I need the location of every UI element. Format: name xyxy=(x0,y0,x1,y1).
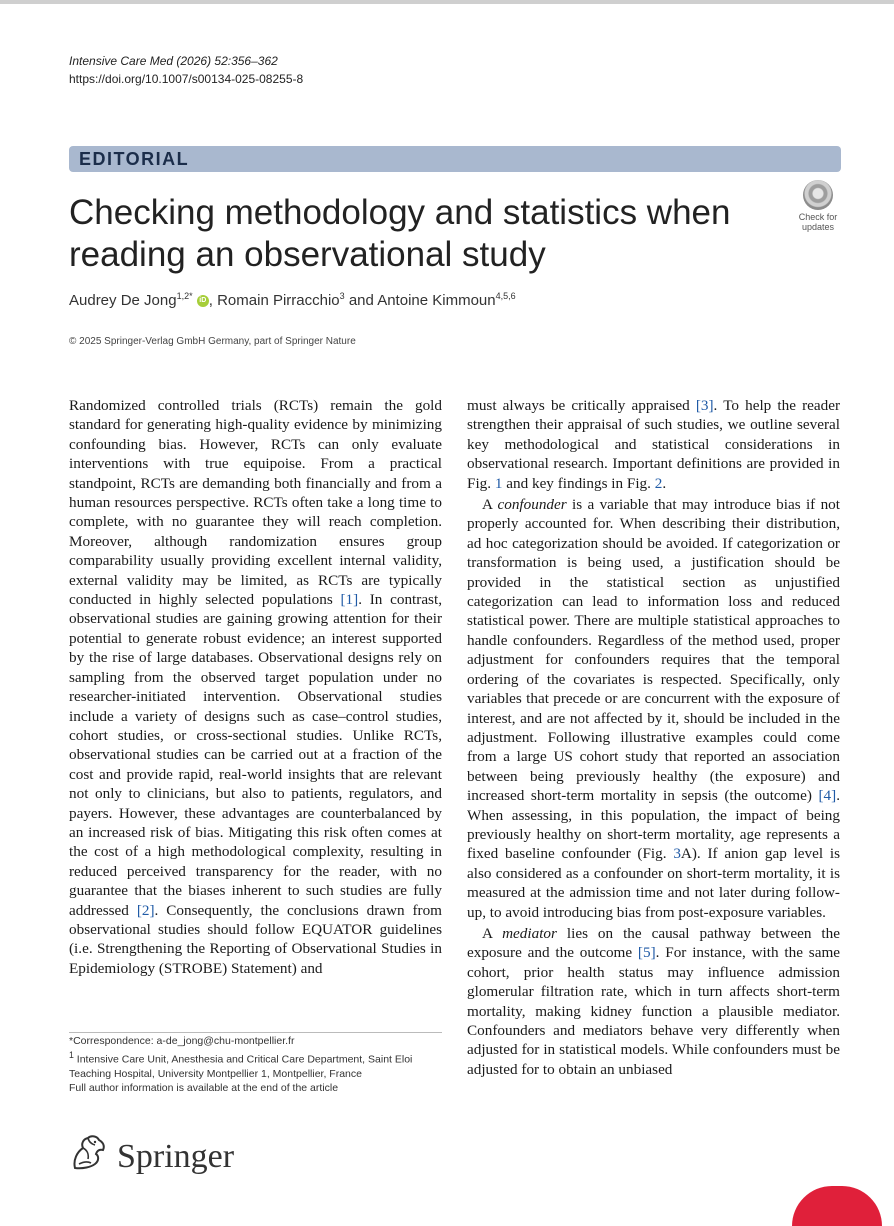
figure-link[interactable]: 2 xyxy=(654,474,663,492)
citation-link[interactable]: [5] xyxy=(637,944,656,962)
affiliation-note: $^1$ Intensive Care Unit, Anesthesia and Critical Care Department, Saint Eloi Teaching Hospital, University Montpellier 1, Montpellier, France xyxy=(69,1050,413,1080)
affiliation-marker: 4,5,6 xyxy=(495,291,516,301)
body-paragraph: A confounder is a variable that may introduce bias if not properly accounted for. When describing their distribution, ad hoc categorization should be avoided. If categorization or transformation is being used, a justification should be provided in the statistical section as unjustified categorization can lead to information loss and reduced statistical power. There are multiple statistical approaches to handle confounders. Regardless of the method used, proper adjustment for confounders requires that the temporal ordering of the covariates is respected. Specifically, only variables that precede or are concurrent with the exposure of interest, and are not affected by it, should be included in the adjustment. Following illustrative examples could come from a large US cohort study that reported an association between being previously healthy (the exposure) and increased short-term mortality in sepsis (the outcome) [4]. When assessing, in this population, the impact of being previously healthy on short-term mortality, age represents a fixed baseline confounder (Fig. 3A). If anion gap level is also considered as a confounder on short-term mortality, it is measured at the admission time and not later during follow-up, to avoid introducing bias from post-exposure variables. xyxy=(467,496,840,921)
check-for-updates-label: Check for updates xyxy=(798,212,838,232)
footnotes xyxy=(69,1034,442,1095)
body-paragraph: A mediator lies on the causal pathway between the exposure and the outcome [5]. For instance, with the same cohort, prior health status may influence admission glomerular filtration rate, which in turn affects short-term mortality, making kidney function a plausible mediator. Confounders and mediators behave very differently when adjusted for in statistical models. While confounders must be adjusted for to obtain an unbiased xyxy=(467,924,840,1078)
author-name[interactable]: , Romain Pirracchio xyxy=(208,292,340,309)
affiliation-marker: 1,2* xyxy=(176,291,193,301)
article-title: Checking methodology and statistics when reading an observational study xyxy=(69,193,731,274)
author-info-note: Full author information is available at the end of the article xyxy=(69,1081,339,1094)
term-emphasis: confounder xyxy=(497,496,567,514)
section-banner xyxy=(69,146,841,172)
orcid-icon[interactable]: iD xyxy=(197,295,209,307)
citation-link[interactable]: [3] xyxy=(695,397,714,414)
body-paragraph: Randomized controlled trials (RCTs) remain the gold standard for generating high-quality evidence by minimizing confounding bias. However, RCTs can only evaluate interventions with true equipoise. From a practical standpoint, RCTs are demanding both financially and from a human resources perspective. RCTs often take a long time to complete, with no guarantee they will reach completion. Moreover, although randomization ensures group comparability usually providing excellent internal validity, external validity may be limited, as RCTs are typically conducted in highly selected populations [1]. In contrast, observational studies are gaining growing attention for their potential to generate robust evidence; an interest supported by the rise of large databases. Observational designs rely on sampling from the observed target population under no researcher-initiated intervention. Observational studies include a variety of designs such as case–control studies, cohort studies, or cross-sectional studies. Unlike RCTs, observational studies can be carried out at a fraction of the cost and provide rapid, real-world insights that are relevant not only to clinicians, but also to patients, regulators, and payers. However, these advantages are counterbalanced by an increased risk of bias. Mitigating this risk often comes at the cost of a high methodological complexity, resulting in reduced perceived transparency for the reader, with no guarantee that the biases inherent to such studies are fully addressed [2]. Consequently, the conclusions drawn from observational studies should follow EQUATOR guidelines (i.e. Strengthening the Reporting of Observational Studies in Epidemiology (STROBE) Statement) and xyxy=(69,397,442,977)
term-emphasis: mediator xyxy=(502,924,557,942)
publisher-name: Springer xyxy=(117,1138,235,1175)
section-label: EDITORIAL xyxy=(79,149,190,169)
author-name[interactable]: Audrey De Jong xyxy=(69,292,177,309)
body-paragraph: must always be critically appraised [3]. To help the reader strengthen their appraisal of such studies, we outline several key methodological and statistical considerations in observational research. Important definitions are provided in Fig. 1 and key findings in Fig. 2. xyxy=(467,397,840,492)
top-rule xyxy=(0,0,894,4)
figure-link[interactable]: 3 xyxy=(673,845,681,863)
journal-citation: Intensive Care Med (2026) 52:356–362 xyxy=(69,54,278,68)
correspondence-note[interactable]: *Correspondence: a-de_jong@chu-montpellier.fr xyxy=(69,1035,295,1047)
copyright-notice: © 2025 Springer-Verlag GmbH Germany, part of Springer Nature xyxy=(69,336,356,347)
corner-accent xyxy=(792,1186,882,1226)
author-list xyxy=(69,291,516,309)
springer-horse-logo xyxy=(69,1134,109,1172)
citation-link[interactable]: [2] xyxy=(136,901,155,919)
author-name[interactable]: and Antoine Kimmoun xyxy=(344,292,496,309)
footnote-divider xyxy=(69,1032,442,1033)
body-column-right xyxy=(467,396,840,1079)
publisher-logo xyxy=(69,1132,269,1176)
body-column-left xyxy=(69,396,442,978)
check-for-updates-button[interactable] xyxy=(793,180,843,232)
doi-link[interactable]: https://doi.org/10.1007/s00134-025-08255-8 xyxy=(69,72,304,86)
citation-link[interactable]: [1] xyxy=(340,591,359,609)
check-for-updates-icon xyxy=(803,180,833,210)
citation-link[interactable]: [4] xyxy=(818,787,837,805)
figure-link[interactable]: 1 xyxy=(494,474,503,492)
affiliation-marker: 3 xyxy=(339,291,345,301)
